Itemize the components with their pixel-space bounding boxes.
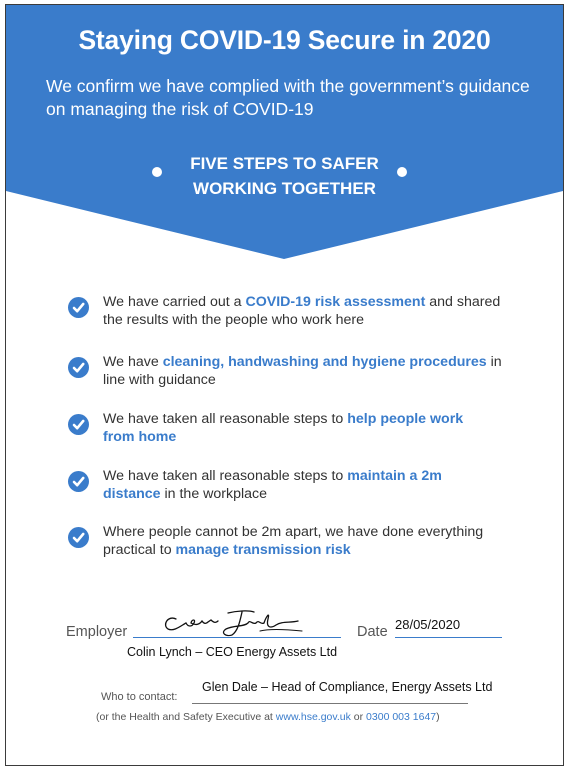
employer-label: Employer [66, 624, 128, 640]
list-item-text: We have taken all reasonable steps to help people work from home [103, 411, 464, 445]
hse-website-link[interactable]: www.hse.gov.uk [275, 711, 351, 723]
page-title: Staying COVID-19 Secure in 2020 [78, 25, 491, 55]
date-label: Date [357, 624, 388, 640]
list-item-text: Where people cannot be 2m apart, we have done everything practical to manage transmission risk [103, 524, 484, 558]
steps-heading-line2: WORKING TOGETHER [193, 179, 376, 198]
list-item-text: We have carried out a COVID-19 risk assessment and shared the results with the people who work here [103, 294, 501, 328]
check-circle-icon [68, 357, 89, 378]
check-circle-icon [68, 527, 89, 548]
employer-name: Colin Lynch – CEO Energy Assets Ltd [127, 645, 338, 659]
list-item-text: We have taken all reasonable steps to maintain a 2m distance in the workplace [103, 468, 442, 502]
check-circle-icon [68, 414, 89, 435]
steps-heading [6, 151, 563, 201]
poster [5, 4, 564, 766]
contact-line [192, 703, 468, 704]
contact-value: Glen Dale – Head of Compliance, Energy Assets Ltd [202, 680, 493, 694]
contact-label: Who to contact: [101, 691, 178, 703]
bullet-dot-icon [397, 167, 407, 177]
check-circle-icon [68, 471, 89, 492]
header-banner [6, 5, 563, 263]
footer-note: (or the Health and Safety Executive at www.hse.gov.uk or 0300 003 1647) [96, 711, 440, 723]
list-item-text: We have cleaning, handwashing and hygiene procedures in line with guidance [103, 354, 502, 388]
date-value: 28/05/2020 [395, 617, 461, 632]
date-line [395, 637, 502, 638]
check-circle-icon [68, 297, 89, 318]
hse-phone-link[interactable]: 0300 003 1647 [366, 711, 437, 723]
steps-heading-line1: FIVE STEPS TO SAFER [190, 154, 379, 173]
handwritten-signature [156, 605, 306, 641]
page-subtitle: We confirm we have complied with the government’s guidance on managing the risk of COVID-19 [46, 76, 530, 119]
